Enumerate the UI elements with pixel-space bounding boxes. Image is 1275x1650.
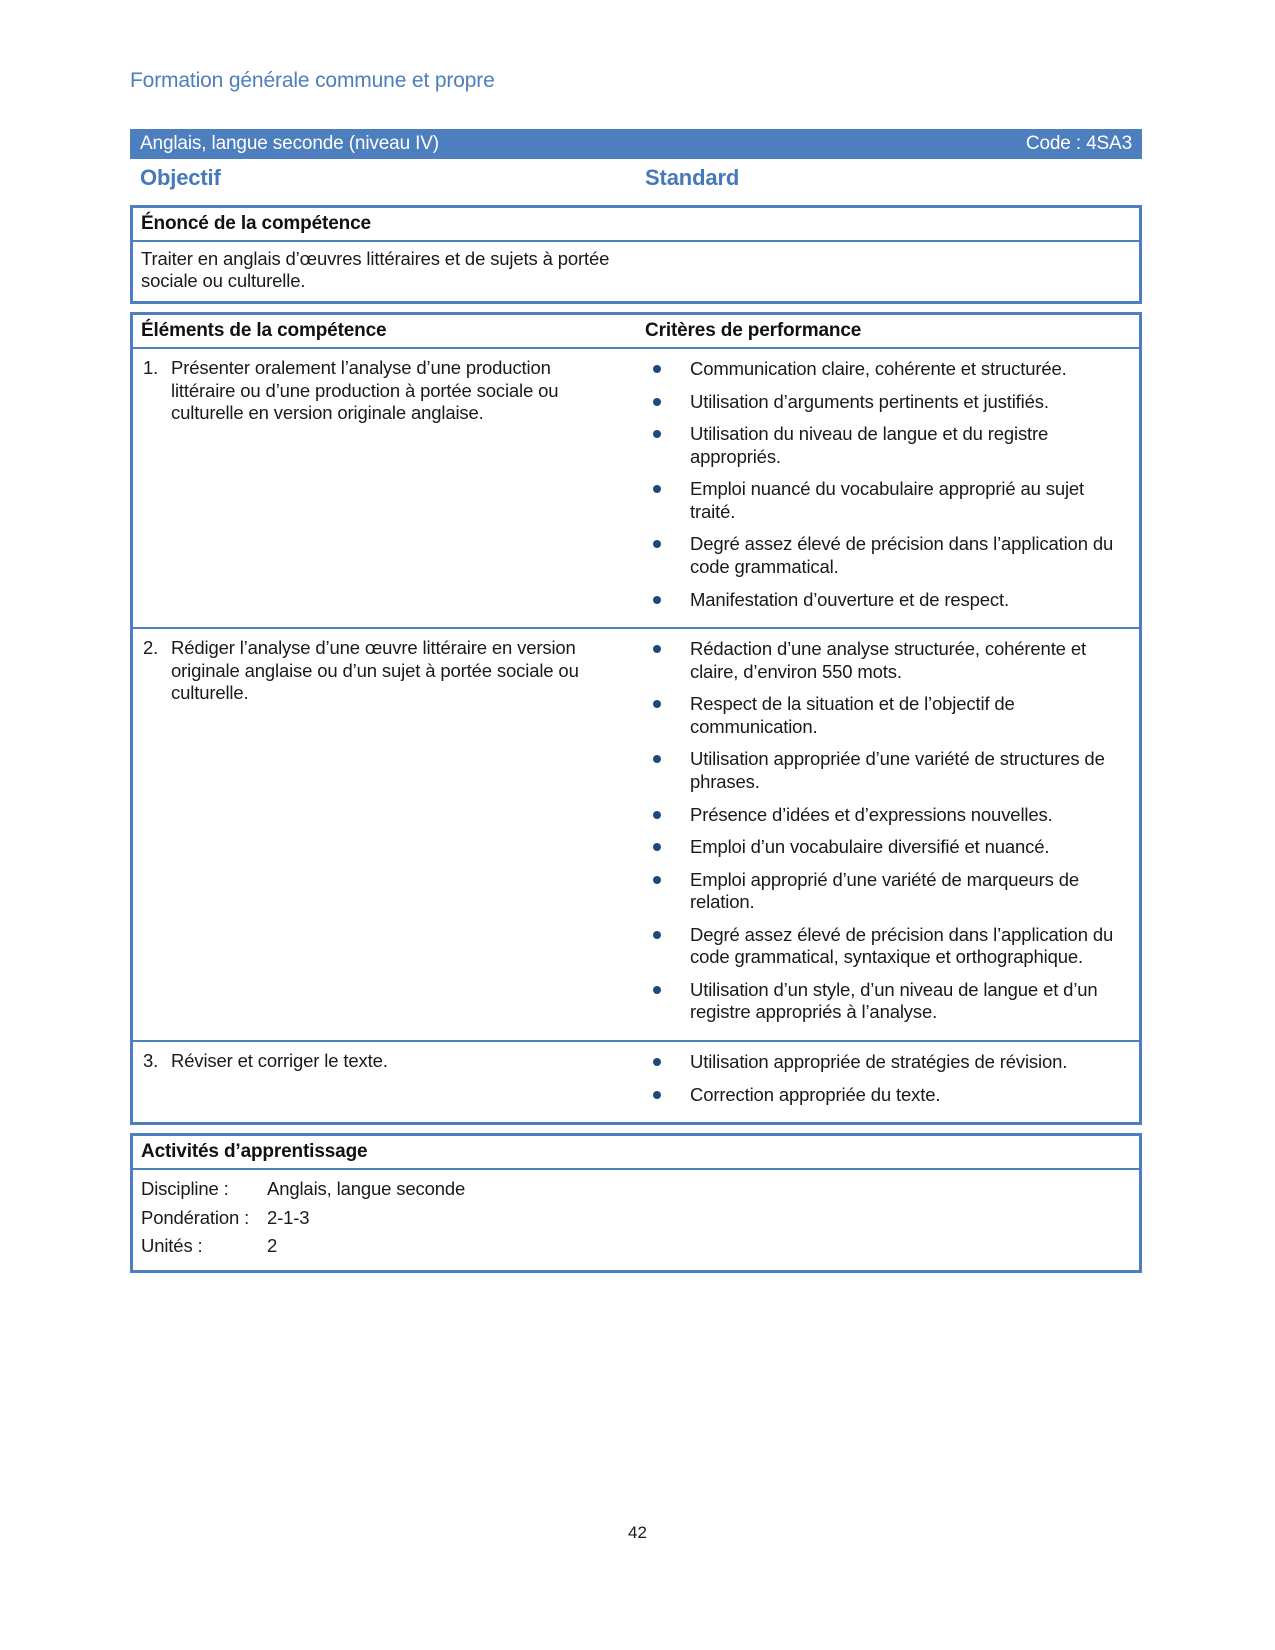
competence-table-header (133, 315, 1139, 349)
activites-body (133, 1170, 1139, 1270)
criteria-item (645, 1084, 1131, 1107)
element-text: Réviser et corriger le texte. (171, 1050, 388, 1072)
criteria-item (645, 478, 1131, 523)
objectif-heading: Objectif (140, 164, 221, 190)
criteria-item (645, 533, 1131, 578)
table-row (133, 627, 1139, 1040)
bullet-icon (653, 700, 661, 708)
criteria-text: Présence d’idées et d’expressions nouvelles. (690, 803, 1053, 825)
criteria-text: Degré assez élevé de précision dans l’application du code grammatical, syntaxique et orthographique. (690, 923, 1114, 968)
element-number: 1. (143, 357, 159, 379)
document-section-note: Formation générale commune et propre (130, 69, 495, 92)
page-content (130, 0, 1142, 1281)
criteria-text: Degré assez élevé de précision dans l’application du code grammatical. (690, 533, 1114, 578)
elements-column-heading: Éléments de la compétence (141, 319, 387, 341)
criteria-cell (645, 349, 1139, 627)
enonce-heading: Énoncé de la compétence (133, 208, 1139, 242)
criteria-item (645, 1051, 1131, 1074)
page-number: 42 (628, 1523, 647, 1542)
criteria-item (645, 748, 1131, 793)
criteria-list (645, 638, 1131, 1024)
criteria-text: Correction appropriée du texte. (690, 1083, 941, 1105)
bullet-icon (653, 398, 661, 406)
criteria-item (645, 869, 1131, 914)
element-number: 3. (143, 1050, 159, 1072)
activites-row (141, 1178, 1131, 1201)
activites-row (141, 1235, 1131, 1258)
criteria-text: Emploi d’un vocabulaire diversifié et nuancé. (690, 836, 1050, 858)
bullet-icon (653, 430, 661, 438)
criteria-item (645, 693, 1131, 738)
criteria-item (645, 924, 1131, 969)
criteria-text: Communication claire, cohérente et structurée. (690, 358, 1067, 380)
enonce-body (133, 242, 1139, 301)
competence-table (130, 312, 1142, 1125)
element-cell (133, 1042, 645, 1122)
criteria-text: Utilisation d’arguments pertinents et justifiés. (690, 390, 1049, 412)
bullet-icon (653, 540, 661, 548)
bullet-icon (653, 755, 661, 763)
criteria-text: Rédaction d’une analyse structurée, cohérente et claire, d’environ 550 mots. (690, 638, 1086, 682)
criteria-item (645, 358, 1131, 381)
criteria-item (645, 391, 1131, 414)
element-text: Rédiger l’analyse d’une œuvre littéraire en version originale anglaise ou d’un sujet à portée sociale ou culturelle. (171, 637, 579, 704)
element-cell (133, 349, 645, 627)
criteria-item (645, 638, 1131, 683)
bullet-icon (653, 1091, 661, 1099)
bullet-icon (653, 811, 661, 819)
criteria-item (645, 979, 1131, 1024)
course-code: Code : 4SA3 (1025, 132, 1132, 154)
criteria-text: Utilisation appropriée de stratégies de révision. (690, 1051, 1068, 1073)
criteria-text: Manifestation d’ouverture et de respect. (690, 588, 1009, 610)
bullet-icon (653, 596, 661, 604)
bullet-icon (653, 931, 661, 939)
bullet-icon (653, 1058, 661, 1066)
element-cell (133, 629, 645, 1040)
standard-heading: Standard (645, 164, 740, 190)
criteria-list (645, 1051, 1131, 1106)
table-row (133, 349, 1139, 627)
bullet-icon (653, 986, 661, 994)
bullet-icon (653, 876, 661, 884)
criteria-item (645, 836, 1131, 859)
bullet-icon (653, 485, 661, 493)
criteria-text: Utilisation d’un style, d’un niveau de langue et d’un registre appropriés à l’analyse. (690, 978, 1098, 1023)
criteria-text: Respect de la situation et de l’objectif de communication. (690, 693, 1015, 737)
bullet-icon (653, 365, 661, 373)
activites-box (130, 1133, 1142, 1273)
criteria-text: Utilisation du niveau de langue et du registre appropriés. (690, 423, 1049, 467)
element-text: Présenter oralement l’analyse d’une production littéraire ou d’une production à portée sociale ou culturelle en version originale anglaise. (171, 357, 559, 424)
criteria-text: Emploi approprié d’une variété de marqueurs de relation. (690, 868, 1080, 913)
activites-value: Anglais, langue seconde (267, 1178, 466, 1200)
table-row (133, 1040, 1139, 1122)
activites-value: 2 (267, 1235, 278, 1257)
course-title: Anglais, langue seconde (niveau IV) (140, 132, 439, 154)
criteria-item (645, 804, 1131, 827)
activites-label: Discipline : (141, 1178, 229, 1200)
criteria-cell (645, 629, 1139, 1040)
criteria-item (645, 589, 1131, 612)
criteria-text: Utilisation appropriée d’une variété de structures de phrases. (690, 748, 1105, 792)
bullet-icon (653, 843, 661, 851)
criteria-cell (645, 1042, 1139, 1122)
criteria-item (645, 423, 1131, 468)
objectif-standard-row (130, 165, 1142, 192)
course-title-bar (130, 129, 1142, 159)
criteria-text: Emploi nuancé du vocabulaire approprié au sujet traité. (690, 478, 1085, 522)
activites-label: Pondération : (141, 1206, 250, 1228)
enonce-box (130, 205, 1142, 304)
enonce-text: Traiter en anglais d’œuvres littéraires et de sujets à portée sociale ou culturelle. (141, 247, 610, 292)
activites-heading: Activités d’apprentissage (133, 1136, 1139, 1170)
criteria-list (645, 358, 1131, 611)
activites-row (141, 1207, 1131, 1230)
activites-value: 2-1-3 (267, 1206, 310, 1228)
activites-label: Unités : (141, 1235, 203, 1257)
bullet-icon (653, 645, 661, 653)
criteres-column-heading: Critères de performance (645, 319, 862, 341)
element-number: 2. (143, 637, 159, 659)
